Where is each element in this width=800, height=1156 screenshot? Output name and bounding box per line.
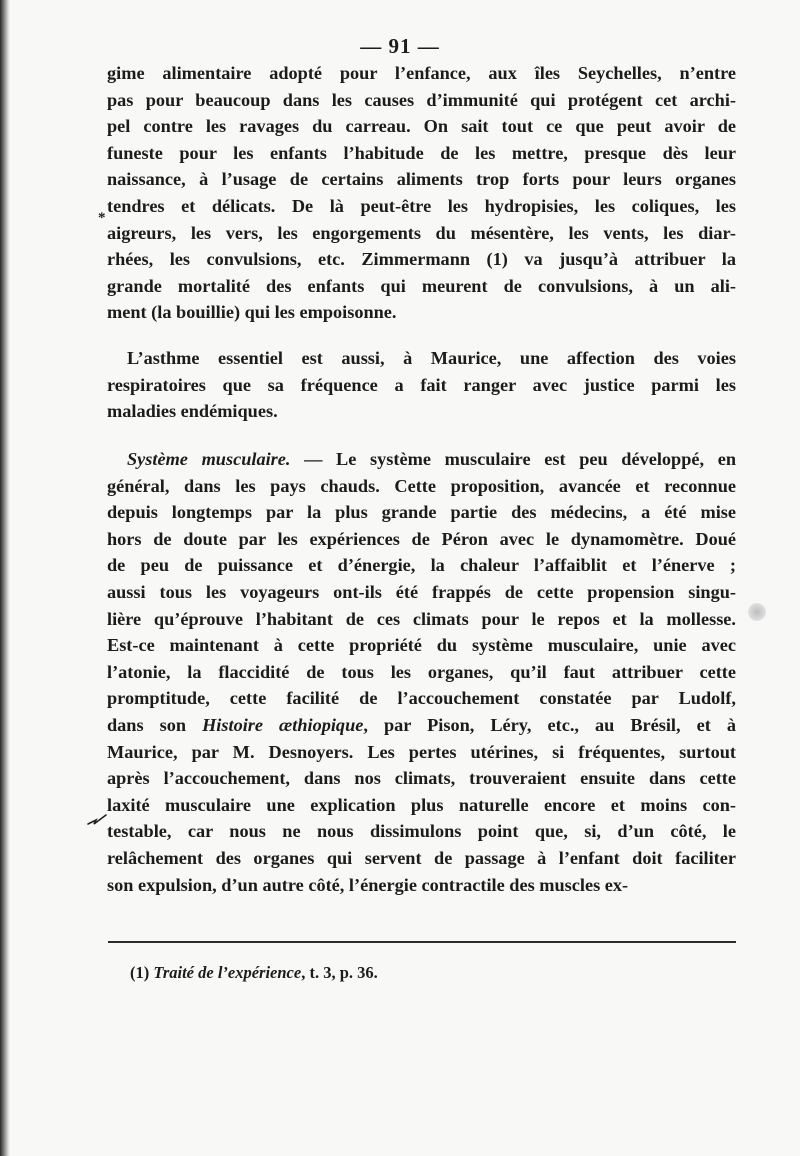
text-segment: laxité musculaire une explication plus naturelle encore et moins con- <box>107 794 736 815</box>
text-segment: naissance, à l’usage de certains aliments trop forts pour leurs organes <box>107 169 736 190</box>
italic-text-segment: Histoire æthiopique <box>202 715 364 735</box>
text-segment: Est-ce maintenant à cette propriété du système musculaire, unie avec <box>107 635 736 656</box>
text-segment: testable, car nous ne nous dissimulons point que, si, d’un côté, le <box>107 821 736 842</box>
text-segment: tendres et délicats. De là peut-être les hydropisies, les coliques, les <box>107 196 736 216</box>
text-segment: L’asthme essentiel est aussi, à Maurice, une affection des voies <box>127 348 736 368</box>
text-line <box>107 769 736 787</box>
text-line <box>107 530 736 548</box>
text-line <box>107 556 736 574</box>
text-segment: maladies endémiques. <box>107 401 278 422</box>
text-line <box>107 224 736 242</box>
text-line <box>127 450 736 468</box>
text-line <box>107 477 736 495</box>
text-segment: Maurice, par M. Desnoyers. Les pertes utérines, si fréquentes, surtout <box>107 741 736 762</box>
text-segment: relâchement des organes qui servent de passage à l’enfant doit faciliter <box>107 848 736 868</box>
text-line <box>107 849 736 867</box>
footnote-marker: (1) <box>130 963 150 982</box>
text-line <box>107 64 736 82</box>
footnote-source-title: Traité de l’expérience <box>153 963 302 982</box>
text-line <box>107 876 628 894</box>
text-line <box>107 91 736 109</box>
footnote-rule <box>108 941 736 943</box>
text-segment: aigreurs, les vers, les engorgements du mésentère, les vents, les diar- <box>107 222 736 243</box>
margin-asterisk-icon: * <box>98 210 106 226</box>
text-line <box>107 503 736 521</box>
text-segment: grande mortalité des enfants qui meurent de convulsions, à un ali- <box>107 275 736 296</box>
text-line <box>107 402 278 420</box>
text-segment: promptitude, cette facilité de l’accouchement constatée par Ludolf, <box>107 688 736 709</box>
text-line <box>107 277 736 295</box>
text-segment: lière qu’éprouve l’habitant de ces climats pour le repos et la mollesse. <box>107 608 736 629</box>
text-segment: — Le système musculaire est peu développé, en <box>290 449 737 469</box>
text-line <box>107 117 736 135</box>
text-segment: général, dans les pays chauds. Cette proposition, avancée et reconnue <box>107 475 736 496</box>
text-line <box>107 376 736 394</box>
text-line <box>107 689 736 707</box>
text-segment: , par Pison, Léry, etc., au Brésil, et à <box>363 715 736 735</box>
text-segment: ment (la bouillie) qui les empoisonne. <box>107 302 397 323</box>
text-line <box>107 716 736 734</box>
page-number: — 91 — <box>360 34 440 58</box>
pen-stroke-mark-icon <box>86 812 110 828</box>
text-segment: dans son <box>107 715 203 735</box>
text-line <box>107 663 736 681</box>
text-line <box>127 349 736 367</box>
text-segment: pas pour beaucoup dans les causes d’immunité qui protégent cet archi- <box>107 89 736 110</box>
text-segment: funeste pour les enfants l’habitude de les mettre, presque dès leur <box>107 142 736 163</box>
footnote-reference: , t. 3, p. 36. <box>301 963 378 982</box>
text-segment: depuis longtemps par la plus grande partie des médecins, a été mise <box>107 502 736 523</box>
text-segment: aussi tous les voyageurs ont-ils été frappés de cette propension singu- <box>107 582 736 602</box>
text-segment: son expulsion, d’un autre côté, l’énergie contractile des muscles ex- <box>107 874 629 895</box>
text-line <box>107 583 736 601</box>
text-segment: respiratoires que sa fréquence a fait ranger avec justice parmi les <box>107 374 736 395</box>
text-line <box>107 636 736 654</box>
text-line <box>107 743 736 761</box>
text-line <box>107 303 396 321</box>
text-segment: de peu de puissance et d’énergie, la chaleur l’affaiblit et l’énerve ; <box>107 555 736 576</box>
text-segment: rhées, les convulsions, etc. Zimmermann (1) va jusqu’à attribuer la <box>107 249 736 270</box>
text-segment: après l’accouchement, dans nos climats, trouveraient ensuite dans cette <box>107 768 736 789</box>
text-line <box>107 170 736 188</box>
text-line <box>107 250 736 268</box>
ink-stain-icon <box>748 603 766 621</box>
footnote <box>130 963 378 983</box>
text-segment: pel contre les ravages du carreau. On sait tout ce que peut avoir de <box>107 116 736 137</box>
text-segment: l’atonie, la flaccidité de tous les organes, qu’il faut attribuer cette <box>107 661 736 682</box>
text-segment: gime alimentaire adopté pour l’enfance, aux îles Seychelles, n’entre <box>107 63 736 83</box>
text-line <box>107 822 736 840</box>
text-segment: hors de doute par les expériences de Péron avec le dynamomètre. Doué <box>107 528 736 549</box>
text-line <box>107 796 736 814</box>
text-line <box>107 610 736 628</box>
text-line <box>107 197 736 215</box>
text-line <box>107 144 736 162</box>
binding-shadow <box>0 0 10 1156</box>
italic-text-segment: Système musculaire. <box>127 449 291 469</box>
